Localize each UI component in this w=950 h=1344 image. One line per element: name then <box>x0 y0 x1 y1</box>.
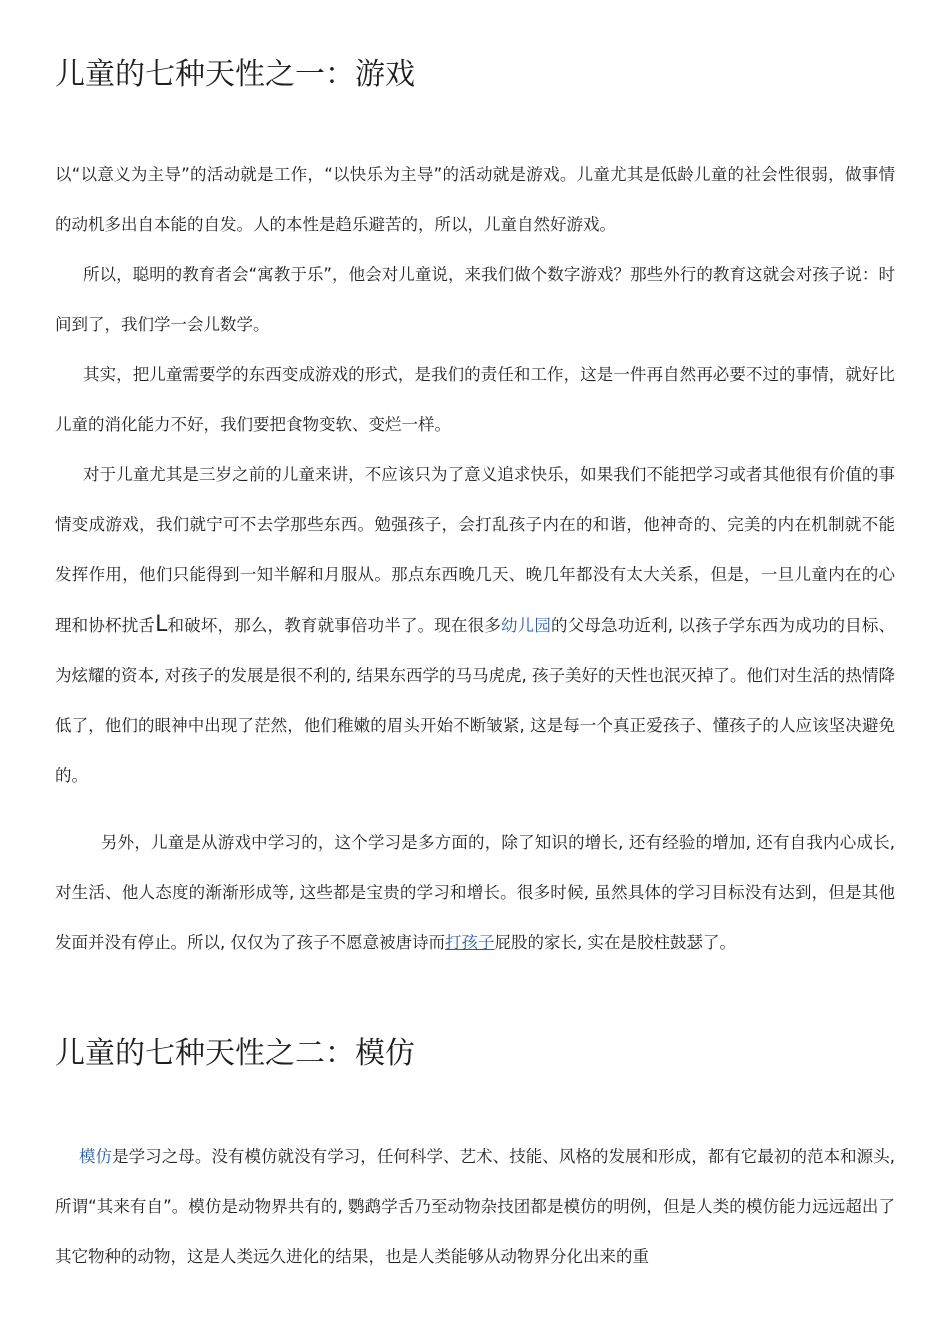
stray-letter: L <box>155 612 168 637</box>
section-1-paragraph-5 <box>55 818 895 968</box>
paragraph-text: 其实，把儿童需要学的东西变成游戏的形式，是我们的责任和工作，这是一件再自然再必要不过的事情，就好比儿童的消化能力不好，我们要把食物变软、变烂一样。 <box>55 365 895 434</box>
paragraph-text: 另外，儿童是从游戏中学习的，这个学习是多方面的，除了知识的增长, 还有经验的增加, 还有自我内心成长, 对生活、他人态度的渐渐形成等, 这些都是宝贵的学习和增长。很多时候, 虽然具体的学习目标没有达到，但是其他发面并没有停止。所以, 仅仅为了孩子不愿意被唐诗而 <box>55 833 895 952</box>
section-1-paragraph-4 <box>55 450 895 801</box>
paragraph-text: 屁股的家长, 实在是胶柱鼓瑟了。 <box>494 933 736 952</box>
section-1-paragraph-2 <box>55 250 895 350</box>
section-1-paragraph-3 <box>55 350 895 450</box>
paragraph-text: 和破坏，那么，教育就事倍功半了。现在很多 <box>167 616 501 635</box>
spank-child-link[interactable]: 打孩子 <box>445 933 495 952</box>
imitation-link[interactable]: 模仿 <box>79 1147 113 1166</box>
paragraph-text: 所以，聪明的教育者会“寓教于乐”，他会对儿童说，来我们做个数字游戏？那些外行的教育这就会对孩子说：时间到了，我们学一会儿数学。 <box>55 265 895 334</box>
section-2-title: 儿童的七种天性之二：模仿 <box>55 1036 415 1071</box>
kindergarten-link[interactable]: 幼儿园 <box>501 616 552 635</box>
section-1-title: 儿童的七种天性之一：游戏 <box>55 57 415 92</box>
paragraph-text: 的父母急功近利, 以孩子学东西为成功的目标、为炫耀的资本, 对孩子的发展是很不利的, 结果东西学的马马虎虎, 孩子美好的天性也泯灭掉了。他们对生活的热情降低了，他们的眼神中出现了茫然，他们稚嫩的眉头开始不断皱紧, 这是每一个真正爱孩子、懂孩子的人应该坚决避免的。 <box>55 616 896 785</box>
paragraph-text: 以“以意义为主导”的活动就是工作，“以快乐为主导”的活动就是游戏。儿童尤其是低龄儿童的社会性很弱，做事情的动机多出自本能的自发。人的本性是趋乐避苦的，所以，儿童自然好游戏。 <box>55 165 895 234</box>
paragraph-text: 对于儿童尤其是三岁之前的儿童来讲，不应该只为了意义追求快乐，如果我们不能把学习或者其他很有价值的事情变成游戏，我们就宁可不去学那些东西。勉强孩子，会打乱孩子内在的和谐，他神奇的、完美的内在机制就不能发挥作用，他们只能得到一知半解和月服从。那点东西晚几天、晚几年都没有太大关系，但是，一旦儿童内在的心理和协杯扰舌 <box>55 465 895 635</box>
paragraph-text: 是学习之母。没有模仿就没有学习，任何科学、艺术、技能、风格的发展和形成，都有它最初的范本和源头, 所谓“其来有自”。模仿是动物界共有的, 鹦鹉学舌乃至动物杂技团都是模仿的明例，但是人类的模仿能力远远超出了其它物种的动物，这是人类远久进化的结果，也是人类能够从动物界分化出来的重 <box>55 1147 895 1266</box>
section-1-paragraph-1 <box>55 150 895 250</box>
section-2-paragraph-1 <box>55 1132 895 1282</box>
